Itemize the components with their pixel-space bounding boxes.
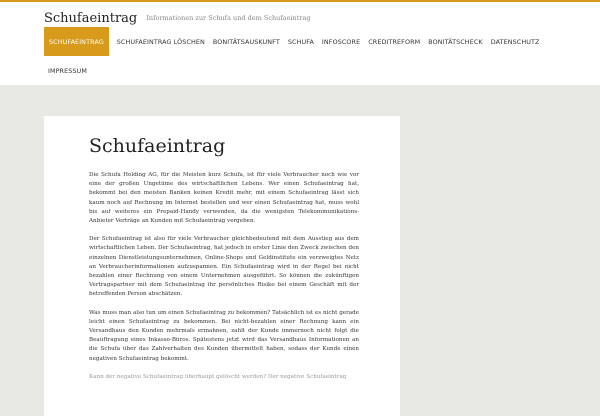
nav-item-schufaeintrag-loeschen[interactable]: SCHUFAEINTRAG LÖSCHEN: [116, 37, 205, 46]
article-paragraph: Was muss man also tun um einen Schufaeintrag zu bekommen? Tatsächlich ist es nicht gerade leicht einen Schufaeintrag zu bekommen. Bei nicht-bezahlen einer Rechnung kann ein Versandhaus den Kunden mehrmals ermahnen, zahlt der Kunde immernoch nicht folgt die Beauftragung eines Inkasso-Büros. Spätestens jetzt wird das Versandhaus Informationen an die Schufa über das Zahlverhalten des Kunden übermittelt haben, sodass der Kunde einen negativen Schufaeintrag bekommt.: [89, 309, 359, 362]
site-header: [0, 2, 600, 85]
nav-item-datenschutz[interactable]: DATENSCHUTZ: [490, 37, 540, 46]
brand: [44, 7, 311, 26]
nav-item-bonitaetscheck[interactable]: BONITÄTSCHECK: [428, 37, 483, 46]
article-paragraph: Die Schufa Holding AG, für die Meisten kurz Schufa, ist für viele Verbraucher noch wie vor eine der großen Ungetüme des wirtschaftlichen Lebens. Wer einen Schufaeintrag hat, bekommt bei den meisten Banken keinen Kredit mehr, mit einem Schufaeintrag lässt sich kaum noch auf Rechnung im Internet bestellen und wer einen Schufaeintrag hat, muss wohl bis auf weiteres ein Prepaid-Handy verwenden, da die wenigsten Telekommunikations-Anbieter Verträge an Kunden mit Schufaeintrag vergeben.: [89, 172, 359, 225]
page-title: Schufaeintrag: [89, 135, 226, 157]
site-title-link[interactable]: Schufaeintrag: [44, 11, 138, 26]
nav-item-infoscore[interactable]: INFOSCORE: [321, 37, 361, 46]
nav-item-schufaeintrag[interactable]: SCHUFAEINTRAG: [44, 27, 109, 56]
nav-item-schufa[interactable]: SCHUFA: [287, 37, 314, 46]
article-card: [44, 116, 400, 416]
article-paragraph: Kann der negative Schufaeintrag überhaupt gelöscht werden? Der negative Schufaeintrag: [89, 373, 347, 380]
nav-item-creditreform[interactable]: CREDITREFORM: [368, 37, 421, 46]
article-body: [89, 132, 359, 382]
nav-row-primary: [44, 27, 564, 56]
site-tagline: Informationen zur Schufa und dem Schufaeintrag: [146, 14, 311, 22]
article-paragraph: Der Schufaeintrag ist also für viele Verbraucher gleichbedeutend mit dem Ausstieg aus dem wirtschaftlichen Leben. Der Schufaeintrag, hat jedoch in erster Linie den Zweck zwischen den einzelnen Dienstleistungsunternehmen, Online-Shops und Geldinstitute ein verzweigtes Netz an Verbraucherinformationen aufzuspannen. Ein Schufaeintrag wird in der Regel bei nicht bezahlen einer Rechnung von einem Unternehmen ausgeführt. So können die zukünftigen Vertragspartner mit dem Schufaeintrag ihr persönliches Risiko bei einem Geschäft mit der betreffenden Person abschätzen.: [89, 236, 359, 298]
nav-item-bonitaetsauskunft[interactable]: BONITÄTSAUSKUNFT: [212, 37, 280, 46]
nav-item-impressum[interactable]: IMPRESSUM: [48, 67, 87, 75]
nav-row-secondary: [44, 61, 564, 81]
main-navigation: [44, 27, 564, 81]
